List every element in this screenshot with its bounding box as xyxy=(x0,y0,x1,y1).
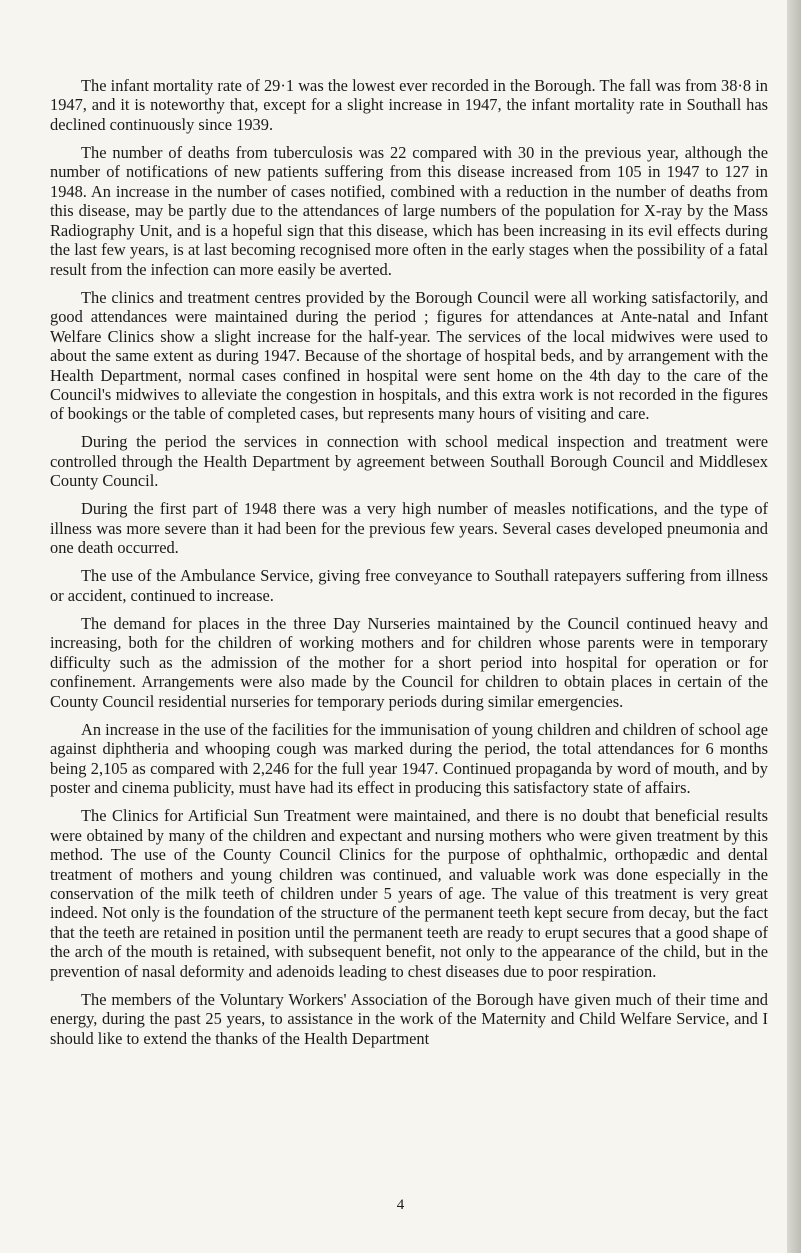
scan-edge xyxy=(787,0,801,1253)
paragraph-sun-treatment: The Clinics for Artificial Sun Treatment were maintained, and there is no doubt that beneficial results were obtained by many of the children and expectant and nursing mothers who were given treatment by this method. The use of the County Council Clinics for the purpose of ophthalmic, orthopædic and dental treatment of mothers and young children was continued, and valuable work was done especially in the conservation of the milk teeth of children under 5 years of age. The value of this treatment is very great indeed. Not only is the foundation of the structure of the permanent teeth kept secure from decay, but the fact that the teeth are retained in position until the permanent teeth are ready to erupt secures that a good shape of the arch of the mouth is retained, with subsequent benefit, not only to the appearance of the child, but in the prevention of nasal deformity and adenoids leading to chest diseases due to poor respiration. xyxy=(50,806,768,981)
paragraph-ambulance: The use of the Ambulance Service, giving free conveyance to Southall ratepayers suffering from illness or accident, continued to increase. xyxy=(50,566,768,605)
paragraph-measles: During the first part of 1948 there was a very high number of measles notifications, and the type of illness was more severe than it had been for the previous few years. Several cases developed pneumonia and one death occurred. xyxy=(50,499,768,558)
paragraph-school-medical: During the period the services in connection with school medical inspection and treatment were controlled through the Health Department by agreement between Southall Borough Council and Middlesex County Council. xyxy=(50,432,768,491)
paragraph-tuberculosis: The number of deaths from tuberculosis was 22 compared with 30 in the previous year, although the number of notifications of new patients suffering from this disease increased from 105 in 1947 to 127 in 1948. An increase in the number of cases notified, combined with a reduction in the number of deaths from this disease, may be partly due to the attendances of large numbers of the population for X-ray by the Mass Radiography Unit, and is a hopeful sign that this disease, which has been increasing in its evil effects during the last few years, is at last becoming recognised more often in the early stages when the possibility of a fatal result from the infection can more easily be averted. xyxy=(50,142,768,279)
paragraph-voluntary-workers: The members of the Voluntary Workers' Association of the Borough have given much of their time and energy, during the past 25 years, to assistance in the work of the Maternity and Child Welfare Service, and I should like to extend the thanks of the Health Department xyxy=(50,989,768,1048)
paragraph-infant-mortality: The infant mortality rate of 29·1 was the lowest ever recorded in the Borough. The fall was from 38·8 in 1947, and it is noteworthy that, except for a slight increase in 1947, the infant mortality rate in Southall has declined continuously since 1939. xyxy=(50,76,768,134)
paragraph-immunisation: An increase in the use of the facilities for the immunisation of young children and children of school age against diphtheria and whooping cough was marked during the period, the total attendances for 6 months being 2,105 as compared with 2,246 for the full year 1947. Continued propaganda by word of mouth, and by poster and cinema publicity, must have had its effect in producing this satisfactory state of affairs. xyxy=(50,719,768,798)
paragraph-day-nurseries: The demand for places in the three Day Nurseries maintained by the Council continued heavy and increasing, both for the children of working mothers and for children whose parents were in temporary difficulty such as the admission of the mother for a short period into hospital for operation or for confinement. Arrangements were also made by the Council for children to obtain places in certain of the County Council residential nurseries for temporary periods during similar emergencies. xyxy=(50,613,768,711)
paragraph-clinics: The clinics and treatment centres provided by the Borough Council were all working satisfactorily, and good attendances were maintained during the period ; figures for attendances at Ante-natal and Infant Welfare Clinics show a slight increase for the half-year. The services of the local midwives were used to about the same extent as during 1947. Because of the shortage of hospital beds, and by arrangement with the Health Department, normal cases confined in hospital were sent home on the 4th day to the care of the Council's midwives to alleviate the congestion in hospitals, and this extra work is not recorded in the figures of bookings or the table of completed cases, but represents many hours of visiting and care. xyxy=(50,287,768,424)
document-body xyxy=(50,76,768,1057)
page-number: 4 xyxy=(396,1197,405,1213)
